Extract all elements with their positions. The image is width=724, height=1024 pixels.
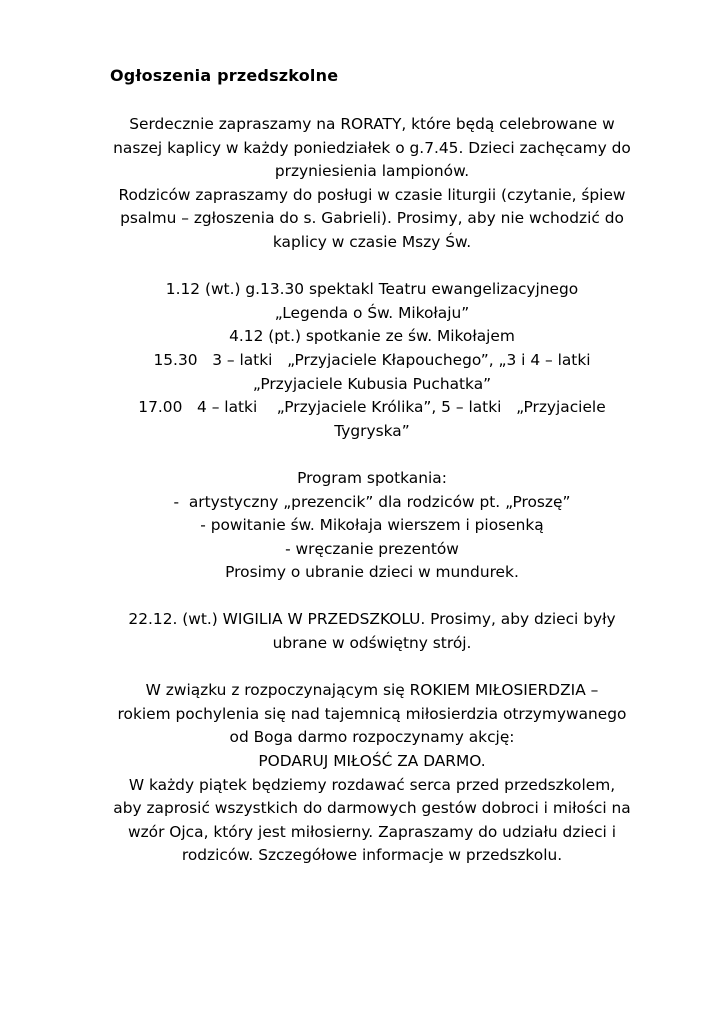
text-line: Program spotkania: [297,468,447,487]
paragraph-gap [100,255,644,279]
text-line: przyniesienia lampionów. [274,162,470,181]
text-line: - powitanie św. Mikołaja wierszem i piosenką [200,516,544,535]
paragraph-gap [100,656,644,680]
text-line: W każdy piątek będziemy rozdawać serca przed przedszkolem, [128,775,616,794]
text-line: „Przyjaciele Kubusia Puchatka” [252,374,492,393]
text-line: aby zaprosić wszystkich do darmowych gestów dobroci i miłości na [113,799,631,818]
paragraph-gap [100,585,644,609]
text-line: kaplicy w czasie Mszy Św. [272,232,472,251]
text-line: rodziców. Szczegółowe informacje w przedszkolu. [181,846,563,865]
document-body [100,113,644,868]
text-line: rokiem pochylenia się nad tajemnicą miłosierdzia otrzymywanego [117,704,627,723]
paragraph-gap [100,443,644,467]
text-line: psalmu – zgłoszenia do s. Gabrieli). Prosimy, aby nie wchodzić do [120,209,624,228]
text-line: „Legenda o Św. Mikołaju” [274,303,470,322]
text-line: - artystyczny „prezencik” dla rodziców pt. „Proszę” [173,492,571,511]
text-line: Rodziców zapraszamy do posługi w czasie liturgii (czytanie, śpiew [118,185,626,204]
text-line: PODARUJ MIŁOŚĆ ZA DARMO. [258,752,486,771]
text-line: 4.12 (pt.) spotkanie ze św. Mikołajem [229,327,515,346]
document-title: Ogłoszenia przedszkolne [110,66,339,85]
text-line: Prosimy o ubranie dzieci w mundurek. [225,563,519,582]
text-line: Serdecznie zapraszamy na RORATY, które będą celebrowane w [129,115,615,133]
text-line: - wręczanie prezentów [285,539,459,558]
text-line: W związku z rozpoczynającym się ROKIEM MIŁOSIERDZIA – [145,681,599,700]
text-line: 15.30 3 – latki „Przyjaciele Kłapouchego”, „3 i 4 – latki [153,350,591,369]
text-line: wzór Ojca, który jest miłosierny. Zapraszamy do udziału dzieci i [127,822,616,841]
text-line: 17.00 4 – latki „Przyjaciele Królika”, 5 – latki „Przyjaciele [138,398,606,417]
text-line: naszej kaplicy w każdy poniedziałek o g.7.45. Dzieci zachęcamy do [113,138,631,157]
text-line: ubrane w odświętny strój. [272,634,472,653]
text-line: 1.12 (wt.) g.13.30 spektakl Teatru ewangelizacyjnego [165,280,579,299]
text-line: od Boga darmo rozpoczynamy akcję: [229,728,515,747]
text-line: Tygryska” [334,421,410,440]
text-line: 22.12. (wt.) WIGILIA W PRZEDSZKOLU. Prosimy, aby dzieci były [128,610,616,629]
